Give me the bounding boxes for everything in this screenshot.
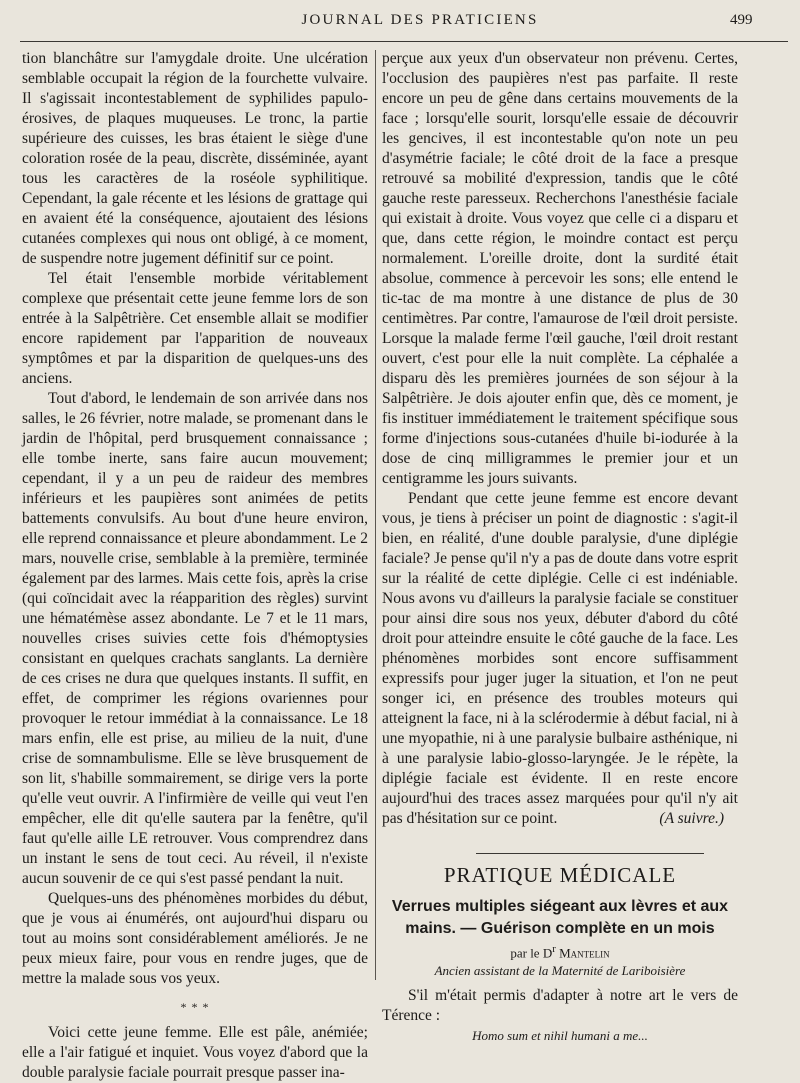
- paragraph: [382, 49, 738, 489]
- paragraph: Tel était l'ensemble morbide véritablement complexe que présentait cette jeune femme lors de son entrée à la Salpêtrière. Cet ensemble allait se modifier encore rapidement par l'apparition de nouveaux symptômes et par la disparition de quelques-uns des anciens.: [22, 270, 368, 387]
- section-asterism: * * *: [180, 1000, 210, 1014]
- running-title: JOURNAL DES PRATICIENS: [301, 12, 539, 28]
- paragraph: Voici cette jeune femme. Elle est pâle, anémiée; elle a l'air fatigué et inquiet. Vous voyez d'abord que la double paralysie faciale pourrait presque passer ina-: [22, 1024, 368, 1081]
- column-divider: [375, 50, 376, 980]
- right-column: [382, 49, 738, 1046]
- author-name: Mantelin: [559, 945, 610, 961]
- page-header: [0, 0, 800, 40]
- byline: [382, 940, 738, 962]
- paragraph: Tout d'abord, le lendemain de son arrivée dans nos salles, le 26 février, notre malade, se promenant dans le jardin de l'hôpital, perd brusquement connaissance ; elle tombe inerte, sans faire aucun mouvement; cependant, il y a un peu de raideur des membres inférieurs et les paupières sont animées de petits battements convulsifs. Au bout d'une heure environ, elle reprend connaissance et pleure abondamment. Le 2 mars, nouvelle crise, semblable à la première, terminée également par des larmes. Mais cette fois, après la crise (qui coïncidait avec la réapparition des règles) survint une hématémèse assez abondante. Le 7 et le 11 mars, nouvelles crises suivies cette fois d'hémoptysies consistant en quelques crachats sanglants. La dernière de ces crises ne dura que quelques instants. Il suffit, en effet, de comprimer les régions ovariennes pour provoquer le retour immédiat à la connaissance. Le 18 mars enfin, elle est prise, au milieu de la nuit, d'une crise de somnambulisme. Elle se lève brusquement de son lit, s'habille sommairement, se dirige vers la porte qu'elle veut ouvrir. A l'infirmière de veille qui veut l'en empêcher, elle dit qu'elle sautera par la fenêtre, qu'il faut qu'elle aille LE retrouver. Vous comprendrez dans un instant le sens de tout ceci. Au réveil, il n'existe aucun souvenir de ce qui s'est passé pendant la nuit.: [22, 390, 368, 887]
- paragraph: tion blanchâtre sur l'amygdale droite. Une ulcération semblable occupait la région de la fourchette vulvaire. Il s'agissait incontestablement de syphilides papulo-érosives, de plaques muqueuses. Le tronc, la partie supérieure des cuisses, les bras étaient le siège d'une coloration rosée de la peau, discrète, disséminée, ayant tous les caractères de la roséole syphilitique. Cependant, la gale récente et les lésions de grattage qui en avaient été la conséquence, ajoutaient des lésions cutanées complexes qui nous ont obligé, à ce moment, de suspendre notre jugement définitif sur ce point.: [22, 50, 368, 267]
- article-title: Verrues multiples siégeant aux lèvres et aux mains. — Guérison complète en un mois: [391, 898, 729, 937]
- paragraph-text: Pendant que cette jeune femme est encore devant vous, je tiens à préciser un point de diagnostic : s'agit-il bien, en réalité, d'une double paralysie, d'une diplégie faciale? Je pense qu'il n'y a pas de doute dans votre esprit sur la réalité de cette diplégie. Celle ci est indéniable. Nous avons vu d'ailleurs la paralysie faciale se constituer pour ainsi dire sous nos yeux, débuter d'abord du côté droit pour atteindre ensuite le côté gauche de la face. Les phénomènes morbides sont encore suffisamment expressifs pour juger juger la situation, et l'on ne peut songer ici, en présence des troubles moteurs qui atteignent la face, ni à la sclérodermie à début facial, ni à une myopathie, ni à une paralysie bulbaire asthénique, ni à une paralysie labio-glosso-laryngée. Je le répète, la diplégie faciale est évidente. Il en reste encore aujourd'hui des traces assez marquées pour qu'il n'y ait pas d'hésitation sur ce point.: [382, 490, 738, 827]
- paragraph: Quelques-uns des phénomènes morbides du début, que je vous ai énumérés, ont aujourd'hui disparu ou tout au moins sont considérablement améliorés. Je ne peux mieux faire, pour vous en rendre juges, que de mettre la malade sous vos yeux.: [22, 890, 368, 987]
- section-rule: [476, 853, 704, 854]
- byline-superscript: r: [552, 943, 556, 955]
- page-number: 499: [730, 12, 753, 28]
- paragraph: [382, 489, 738, 829]
- paragraph-text: perçue aux yeux d'un observateur non prévenu. Certes, l'occlusion des paupières n'est pas parfaite. Il reste encore un peu de gêne dans certains mouvements de la face ; lorsqu'elle sourit, lorsqu'elle essaie de découvrir les gencives, il est incontestable qu'on note un peu d'asymétrie faciale; le côté droit de la face a presque retrouvé sa mobilité d'expression, tandis que le côté gauche reste paresseux. Recherchons l'anesthésie faciale qui existait à droite. Vous voyez que celle ci a disparu et que, dans cette région, le moindre contact est perçu normalement. L'oreille droite, dont la surdité était absolue, commence à percevoir les sons; elle entend le tic-tac de ma montre à une distance de plus de 30 centimètres. Par contre, l'amaurose de l'œil droit persiste. Lorsque la malade ferme l'œil gauche, l'œil droit restant ouvert, c'est pour elle la nuit complète. La céphalée a disparu dès les premières journées de son séjour à la Salpêtrière. Je dois ajouter enfin que, dès ce moment, je fis instituer immédiatement le traitement spécifique sous forme d'injections sous-cutanées d'huile bi-iodurée à la dose de cinq milligrammes le premier jour et un centigramme les jours suivants.: [382, 50, 738, 487]
- header-rule: [20, 41, 788, 42]
- left-column: [22, 49, 368, 1083]
- author-affiliation: Ancien assistant de la Maternité de Lariboisière: [434, 963, 686, 979]
- latin-quote: Homo sum et nihil humani a me...: [472, 1028, 648, 1044]
- byline-prefix: par le D: [510, 945, 553, 961]
- paragraph: S'il m'était permis d'adapter à notre art le vers de Térence :: [382, 987, 738, 1025]
- section-title: PRATIQUE MÉDICALE: [443, 863, 677, 887]
- to-be-continued: (A suivre.): [659, 810, 724, 827]
